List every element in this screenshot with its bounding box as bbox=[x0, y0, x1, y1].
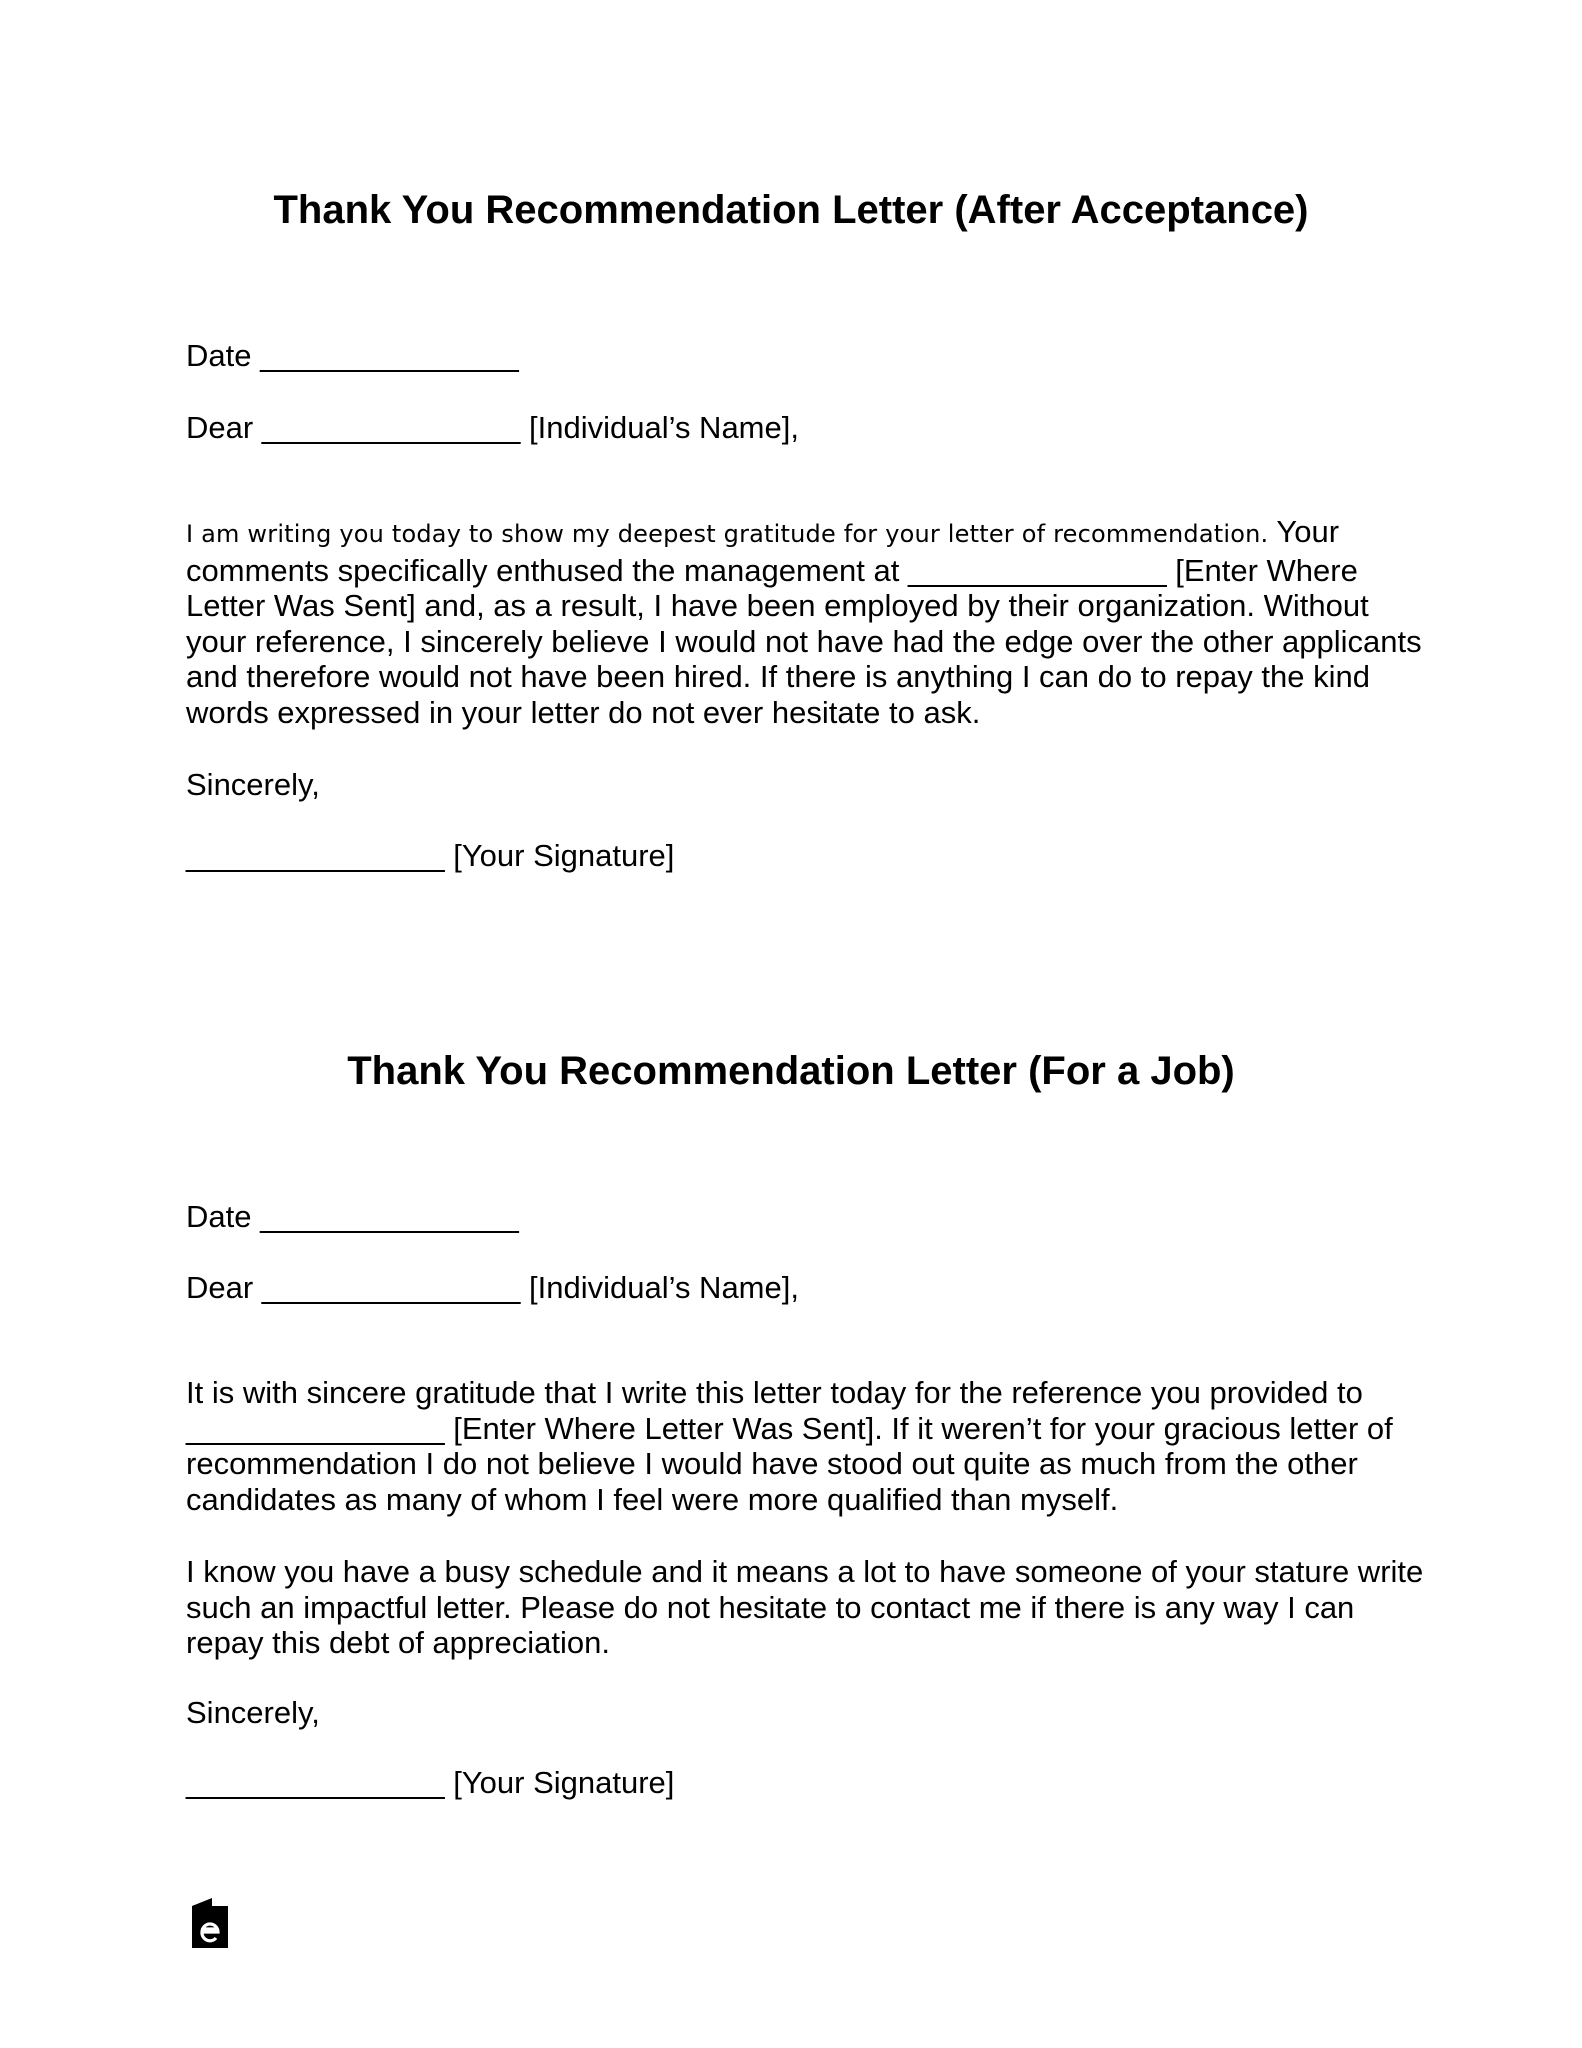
letter2-closing: Sincerely, bbox=[186, 1695, 320, 1730]
letter1-date-line: Date _______________ bbox=[186, 338, 519, 373]
letter2-date-line: Date _______________ bbox=[186, 1199, 519, 1234]
letter1-body-rest: Your comments specifically enthused the management at _______________ [Enter Where Letter Was Sent] and, as a result, I have been employed by their organization. Without your reference, I sincerely believe I would not have had the edge over the other applicants and therefore would not have been hired. If there is anything I can do to repay the kind words expressed in your letter do not ever hesitate to ask. bbox=[186, 514, 1422, 730]
eforms-logo-icon bbox=[192, 1898, 228, 1948]
letter2-salutation: Dear _______________ [Individual’s Name], bbox=[186, 1270, 799, 1305]
letter1-signature-line: _______________ [Your Signature] bbox=[186, 838, 675, 873]
letter2-signature-line: _______________ [Your Signature] bbox=[186, 1765, 675, 1800]
letter2-paragraph-2: I know you have a busy schedule and it means a lot to have someone of your stature write such an impactful letter. Please do not hesitate to contact me if there is any way I can repay this debt of appreciation. bbox=[186, 1554, 1424, 1660]
letter1-closing: Sincerely, bbox=[186, 767, 320, 802]
letter1-body bbox=[186, 514, 1426, 730]
letter2-title: Thank You Recommendation Letter (For a Job) bbox=[347, 1049, 1235, 1093]
letter1-body-lead: I am writing you today to show my deepest gratitude for your letter of recommendation. bbox=[186, 520, 1269, 548]
letter2-paragraph-1: It is with sincere gratitude that I write this letter today for the reference you provided to _______________ [Enter Where Letter Was Sent]. If it weren’t for your gracious letter of recommendation I do not believe I would have stood out quite as much from the other candidates as many of whom I feel were more qualified than myself. bbox=[186, 1375, 1393, 1517]
letter1-title: Thank You Recommendation Letter (After Acceptance) bbox=[273, 188, 1309, 232]
letter1-salutation: Dear _______________ [Individual’s Name], bbox=[186, 410, 799, 445]
